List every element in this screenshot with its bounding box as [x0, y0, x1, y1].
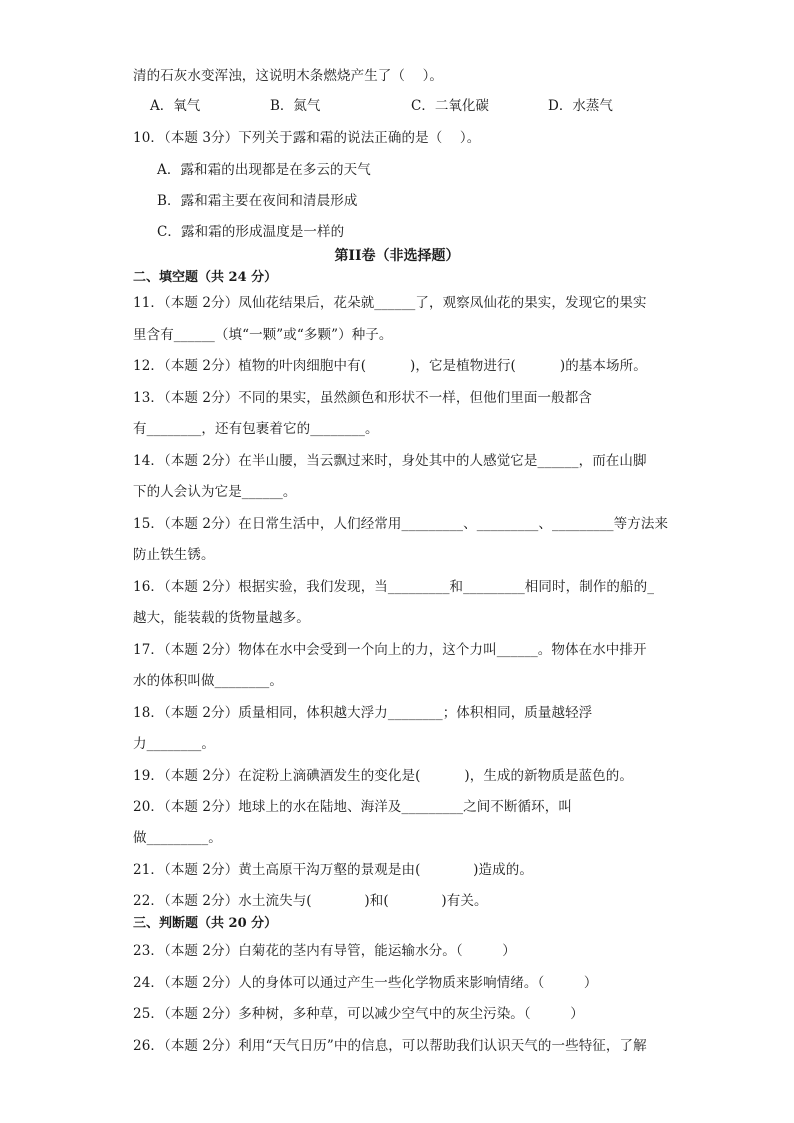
section-fill-in-heading: 二、填空题（共 24 分）	[133, 270, 278, 285]
fill-line: 下的人会认为它是______。	[133, 484, 297, 500]
question-9-continuation: 清的石灰水变浑浊，这说明木条燃烧产生了（ ）。	[133, 68, 444, 84]
fill-line: 17．（本题 2分）物体在水中会受到一个向上的力，这个力叫______。物体在水中排开	[133, 642, 647, 658]
fill-line: 11．（本题 2分）凤仙花结果后，花朵就______了，观察凤仙花的果实，发现它的果实	[133, 295, 647, 311]
question-10-option-a: A．露和霜的出现都是在多云的天气	[157, 162, 371, 178]
question-10-stem: 10．（本题 3分）下列关于露和霜的说法正确的是（ ）。	[133, 130, 481, 146]
fill-line: 21．（本题 2分）黄土高原干沟万壑的景观是由( )造成的。	[133, 862, 533, 878]
option-c: C．二氧化碳	[411, 98, 489, 114]
fill-line: 里含有______（填“一颗”或“多颗”）种子。	[133, 327, 393, 343]
fill-line: 18．（本题 2分）质量相同，体积越大浮力________；体积相同，质量越轻浮	[133, 705, 593, 721]
fill-line: 做_________。	[133, 830, 222, 846]
fill-line: 15．（本题 2分）在日常生活中，人们经常用_________、_________、_________等方法来	[133, 516, 669, 532]
fill-line: 有________，还有包裹着它的________。	[133, 421, 379, 437]
option-d: D．水蒸气	[548, 98, 613, 114]
fill-line: 防止铁生锈。	[133, 547, 215, 563]
option-b: B．氮气	[270, 98, 321, 114]
part-2-title: 第II卷（非选择题）	[334, 248, 460, 264]
judge-line: 24．（本题 2分）人的身体可以通过产生一些化学物质来影响情绪。（ ）	[133, 975, 598, 991]
fill-line: 19．（本题 2分）在淀粉上滴碘酒发生的变化是( )，生成的新物质是蓝色的。	[133, 768, 633, 784]
judge-line: 23．（本题 2分）白菊花的茎内有导管，能运输水分。（ ）	[133, 943, 516, 959]
fill-line: 12．（本题 2分）植物的叶肉细胞中有( )，它是植物进行( )的基本场所。	[133, 358, 647, 374]
option-a: A．氧气	[150, 98, 201, 114]
fill-line: 13．（本题 2分）不同的果实，虽然颜色和形状不一样，但他们里面一般都含	[133, 390, 592, 406]
judge-line: 26．（本题 2分）利用“天气日历”中的信息，可以帮助我们认识天气的一些特征，了解	[133, 1038, 647, 1054]
fill-line: 16．（本题 2分）根据实验，我们发现，当_________和_________相同时，制作的船的_	[133, 579, 655, 595]
question-10-option-c: C．露和霜的形成温度是一样的	[157, 224, 345, 240]
section-judge-heading: 三、判断题（共 20 分）	[133, 916, 278, 931]
judge-line: 25．（本题 2分）多种树，多种草，可以减少空气中的灰尘污染。（ ）	[133, 1006, 584, 1022]
fill-line: 力________。	[133, 736, 215, 752]
question-10-option-b: B．露和霜主要在夜间和清晨形成	[157, 193, 358, 209]
fill-line: 水的体积叫做________。	[133, 673, 283, 689]
fill-line: 14．（本题 2分）在半山腰，当云飘过来时，身处其中的人感觉它是______，而在山脚	[133, 453, 647, 469]
fill-line: 越大，能装载的货物量越多。	[133, 610, 310, 626]
fill-line: 22．（本题 2分）水土流失与( )和( )有关。	[133, 893, 488, 909]
fill-line: 20．（本题 2分）地球上的水在陆地、海洋及_________之间不断循环，叫	[133, 799, 572, 815]
